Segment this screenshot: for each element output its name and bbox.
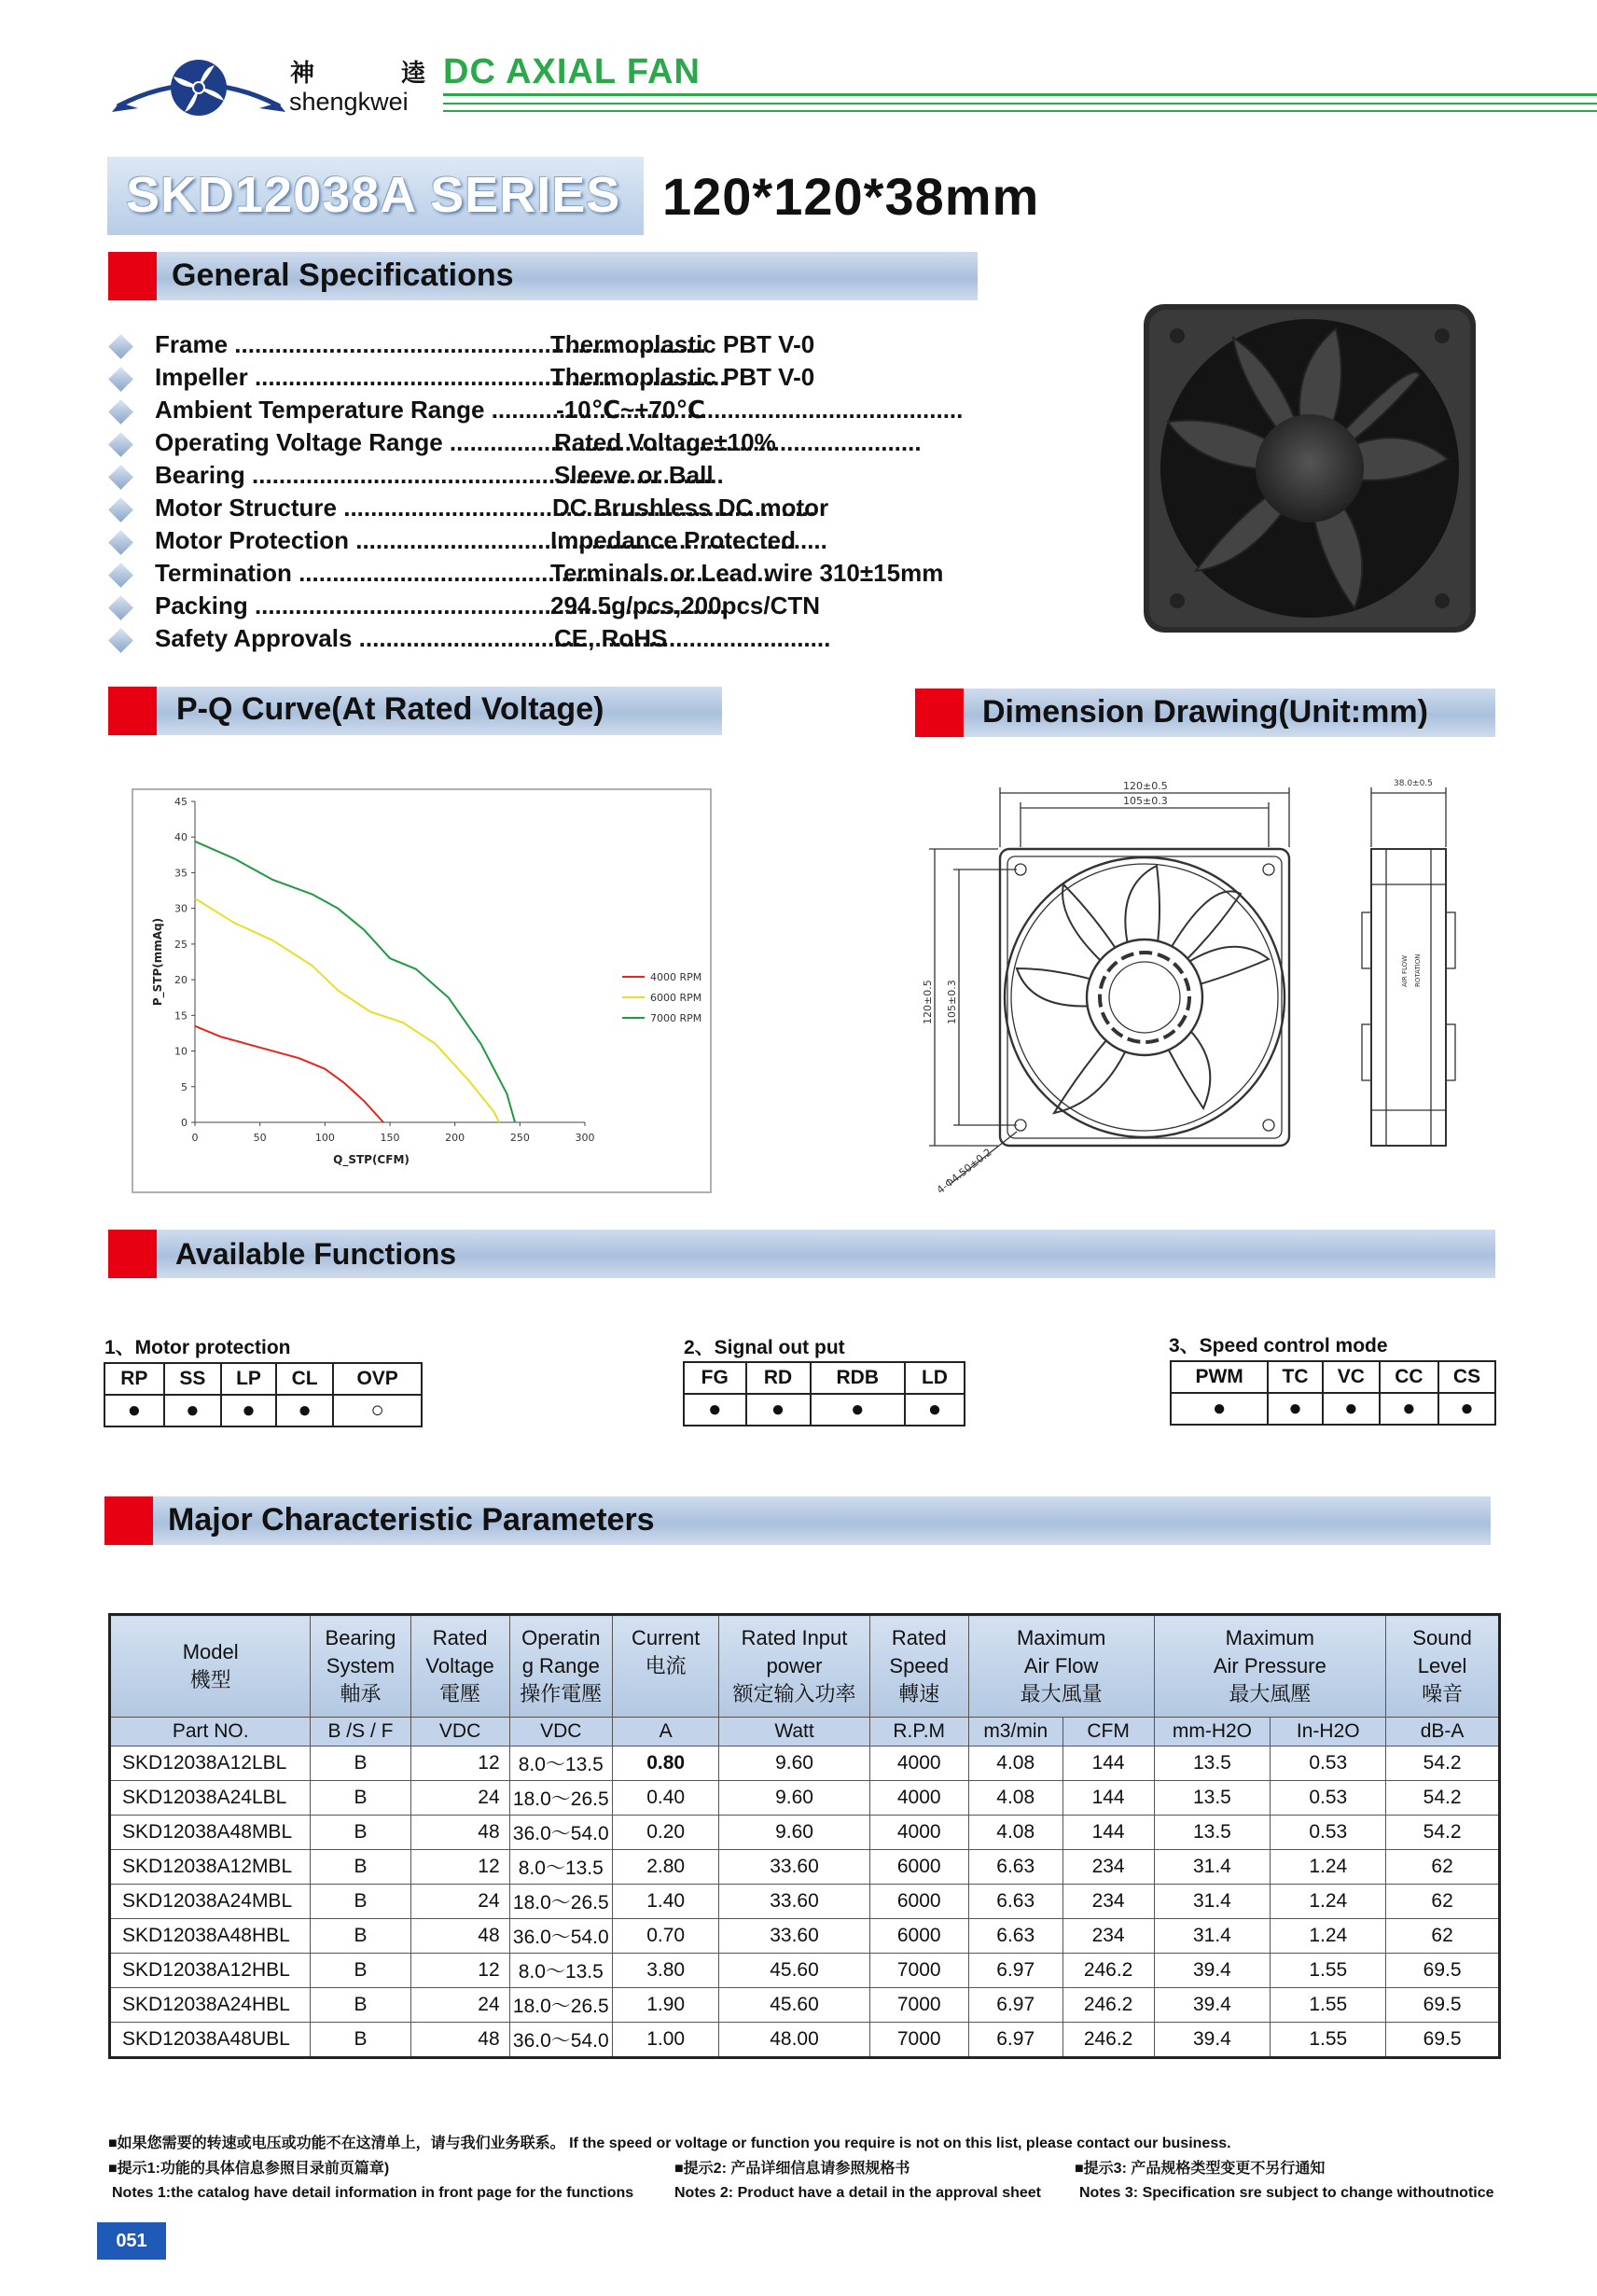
tip3-cn: ■提示3: 产品规格类型变更不另行通知 xyxy=(1075,2161,1326,2177)
unit-cell: Watt xyxy=(719,1718,869,1746)
table-cell: 13.5 xyxy=(1154,1816,1271,1850)
table-cell: B xyxy=(311,2023,410,2058)
table-cell: 33.60 xyxy=(719,1919,869,1954)
table-cell: B xyxy=(311,1988,410,2023)
legend-label: 7000 RPM xyxy=(650,1012,702,1024)
table-cell: 4000 xyxy=(869,1746,968,1781)
header-voltage: Rated Voltage 電壓 xyxy=(410,1615,509,1718)
table-cell: 39.4 xyxy=(1154,2023,1271,2058)
fan-size: 120*120*38mm xyxy=(662,167,1040,226)
table-cell: 31.4 xyxy=(1154,1885,1271,1919)
table-cell: 6.63 xyxy=(968,1885,1062,1919)
dim-hole-height: 105±0.3 xyxy=(946,980,958,1024)
table-cell: 45.60 xyxy=(719,1954,869,1988)
unit-cell: m3/min xyxy=(968,1718,1062,1746)
unit-cell: In-H2O xyxy=(1271,1718,1386,1746)
table-cell: 8.0～13.5 xyxy=(509,1850,612,1885)
dimension-drawing xyxy=(923,772,1502,1202)
table-header-row xyxy=(110,1615,1500,1718)
table-cell: 39.4 xyxy=(1154,1954,1271,1988)
table-cell: 0.53 xyxy=(1271,1781,1386,1816)
table-row xyxy=(110,1746,1500,1781)
fn-mark: ○ xyxy=(333,1395,422,1426)
table-cell: 12 xyxy=(410,1850,509,1885)
x-tick-label: 200 xyxy=(445,1132,465,1144)
table-cell: 54.2 xyxy=(1386,1816,1500,1850)
table-cell: 1.24 xyxy=(1271,1850,1386,1885)
unit-cell: mm-H2O xyxy=(1154,1718,1271,1746)
table-cell: 1.24 xyxy=(1271,1919,1386,1954)
spec-label: Bearing ..... xyxy=(155,461,640,490)
header-current: Current 电流 xyxy=(612,1615,718,1718)
params-title: Major Characteristic Parameters xyxy=(168,1502,655,1538)
table-cell: 6.97 xyxy=(968,1954,1062,1988)
bullet-icon xyxy=(108,465,133,490)
table-cell: 48 xyxy=(410,1816,509,1850)
table-cell: 1.24 xyxy=(1271,1885,1386,1919)
table-row xyxy=(110,1988,1500,2023)
table-cell: 62 xyxy=(1386,1885,1500,1919)
fn-header: RDB xyxy=(811,1362,905,1394)
table-cell: 12 xyxy=(410,1954,509,1988)
fn-header: CL xyxy=(276,1363,333,1395)
bullet-icon xyxy=(108,595,133,620)
header-model: Model 機型 xyxy=(110,1615,311,1718)
fn-mark: ● xyxy=(276,1395,333,1426)
x-tick-label: 100 xyxy=(314,1132,335,1144)
table-cell: 33.60 xyxy=(719,1850,869,1885)
table-cell: SKD12038A12MBL xyxy=(110,1850,311,1885)
table-cell: 69.5 xyxy=(1386,1988,1500,2023)
table-cell: 246.2 xyxy=(1062,1988,1154,2023)
functions-title: Available Functions xyxy=(175,1237,457,1271)
y-tick-label: 0 xyxy=(181,1117,187,1129)
table-cell: B xyxy=(311,1816,410,1850)
fn-mark: ● xyxy=(1323,1393,1380,1425)
tip3-en: Notes 3: Specification sre subject to change withoutnotice xyxy=(1079,2185,1494,2201)
y-tick-label: 20 xyxy=(174,974,187,987)
y-tick-label: 30 xyxy=(174,902,187,915)
header-rule xyxy=(443,103,1597,104)
speed-control-table xyxy=(1170,1360,1496,1426)
spec-value: 294.5g/pcs,200pcs/CTN xyxy=(550,591,821,619)
table-cell: 3.80 xyxy=(612,1954,718,1988)
y-tick-label: 10 xyxy=(174,1045,187,1058)
unit-cell: dB-A xyxy=(1386,1718,1500,1746)
signal-output-table xyxy=(683,1361,965,1426)
section-marker xyxy=(104,1496,153,1545)
series-line-3 xyxy=(195,842,515,1122)
bullet-icon xyxy=(108,334,133,359)
brand-logo xyxy=(110,54,287,121)
spec-value: Terminals or Lead wire 310±15mm xyxy=(550,559,944,587)
legend-label: 6000 RPM xyxy=(650,992,702,1004)
table-cell: 4.08 xyxy=(968,1746,1062,1781)
bullet-icon xyxy=(108,563,133,588)
fn-header: RP xyxy=(104,1363,164,1395)
header-pressure: Maximum Air Pressure 最大風壓 xyxy=(1154,1615,1386,1718)
fn-mark: ● xyxy=(221,1395,276,1426)
table-cell: 12 xyxy=(410,1746,509,1781)
table-cell: 6.97 xyxy=(968,1988,1062,2023)
x-tick-label: 150 xyxy=(380,1132,400,1144)
table-cell: 0.53 xyxy=(1271,1816,1386,1850)
table-cell: 4.08 xyxy=(968,1816,1062,1850)
spec-label: Motor Structure ..... xyxy=(155,494,640,522)
table-cell: 6000 xyxy=(869,1885,968,1919)
header-bearing: Bearing System 軸承 xyxy=(311,1615,410,1718)
table-cell: B xyxy=(311,1954,410,1988)
fn-header: VC xyxy=(1323,1361,1380,1393)
unit-cell: R.P.M xyxy=(869,1718,968,1746)
bullet-icon xyxy=(108,628,133,653)
table-cell: 36.0～54.0 xyxy=(509,1919,612,1954)
fn-mark: ● xyxy=(1380,1393,1438,1425)
fn-mark: ● xyxy=(1268,1393,1323,1425)
table-cell: 1.55 xyxy=(1271,2023,1386,2058)
table-cell: 24 xyxy=(410,1781,509,1816)
unit-cell: VDC xyxy=(509,1718,612,1746)
fn-header: TC xyxy=(1268,1361,1323,1393)
tip1-cn: ■提示1:功能的具体信息参照目录前页篇章) xyxy=(108,2161,390,2177)
fn-mark: ● xyxy=(684,1394,746,1426)
unit-cell: A xyxy=(612,1718,718,1746)
dim-hole-width: 105±0.3 xyxy=(1123,795,1168,807)
table-cell: 4.08 xyxy=(968,1781,1062,1816)
table-cell: SKD12038A24LBL xyxy=(110,1781,311,1816)
table-cell: 8.0～13.5 xyxy=(509,1746,612,1781)
x-tick-label: 50 xyxy=(253,1132,267,1144)
product-type: DC AXIAL FAN xyxy=(443,52,701,91)
fn-header: LP xyxy=(221,1363,276,1395)
bullet-icon xyxy=(108,530,133,555)
y-axis-label: P_STP(mmAq) xyxy=(151,917,164,1007)
table-cell: 234 xyxy=(1062,1850,1154,1885)
header-rule xyxy=(443,93,1597,96)
spec-label: Safety Approvals ..... xyxy=(155,624,640,653)
table-row xyxy=(110,1850,1500,1885)
header-power: Rated Input power 额定输入功率 xyxy=(719,1615,869,1718)
fn-header: FG xyxy=(684,1362,746,1394)
table-cell: 36.0～54.0 xyxy=(509,2023,612,2058)
parameters-table xyxy=(108,1613,1501,2059)
table-cell: 246.2 xyxy=(1062,2023,1154,2058)
table-cell: SKD12038A12HBL xyxy=(110,1954,311,1988)
series-line-2 xyxy=(195,898,499,1122)
table-cell: B xyxy=(311,1746,410,1781)
fn-mark: ● xyxy=(811,1394,905,1426)
table-cell: 0.80 xyxy=(612,1746,718,1781)
table-cell: B xyxy=(311,1850,410,1885)
table-cell: 48.00 xyxy=(719,2023,869,2058)
tip1-en: Notes 1:the catalog have detail information in front page for the functions xyxy=(112,2185,634,2201)
table-cell: 4000 xyxy=(869,1781,968,1816)
table-cell: 144 xyxy=(1062,1746,1154,1781)
dimension-title: Dimension Drawing(Unit:mm) xyxy=(982,694,1428,730)
dim-mount-holes: 4-Φ4.50±0.2 xyxy=(934,1146,994,1197)
fn-header: PWM xyxy=(1171,1361,1268,1393)
table-cell: 18.0～26.5 xyxy=(509,1988,612,2023)
motor-protection-caption: 1、Motor protection xyxy=(104,1337,291,1358)
table-cell: 6.63 xyxy=(968,1850,1062,1885)
y-tick-label: 15 xyxy=(174,1009,187,1023)
table-cell: B xyxy=(311,1781,410,1816)
table-cell: 9.60 xyxy=(719,1816,869,1850)
spec-label: Motor Protection ..... xyxy=(155,526,640,555)
header-rule xyxy=(443,110,1597,112)
brand-name-cn-1: 神 xyxy=(290,60,317,88)
table-cell: 39.4 xyxy=(1154,1988,1271,2023)
table-cell: 33.60 xyxy=(719,1885,869,1919)
table-cell: 1.55 xyxy=(1271,1954,1386,1988)
pq-chart xyxy=(133,790,710,1191)
table-cell: 7000 xyxy=(869,2023,968,2058)
unit-cell: CFM xyxy=(1062,1718,1154,1746)
table-cell: 18.0～26.5 xyxy=(509,1781,612,1816)
table-cell: 9.60 xyxy=(719,1781,869,1816)
table-cell: 6000 xyxy=(869,1919,968,1954)
bullet-icon xyxy=(108,399,133,424)
signal-output-caption: 2、Signal out put xyxy=(684,1337,845,1358)
brand-name-cn-2: 逵 xyxy=(401,60,428,88)
y-tick-label: 5 xyxy=(181,1080,187,1093)
x-tick-label: 250 xyxy=(509,1132,530,1144)
table-cell: 234 xyxy=(1062,1919,1154,1954)
spec-value: CE, RoHS xyxy=(554,624,668,652)
tip2-cn: ■提示2: 产品详细信息请参照规格书 xyxy=(674,2161,910,2177)
table-row xyxy=(110,1781,1500,1816)
table-row xyxy=(110,2023,1500,2058)
table-cell: 9.60 xyxy=(719,1746,869,1781)
table-cell: 36.0～54.0 xyxy=(509,1816,612,1850)
airflow-label: AIR FLOW xyxy=(1401,954,1409,987)
table-cell: 69.5 xyxy=(1386,2023,1500,2058)
speed-control-caption: 3、Speed control mode xyxy=(1169,1335,1388,1357)
table-cell: 0.70 xyxy=(612,1919,718,1954)
table-cell: 246.2 xyxy=(1062,1954,1154,1988)
table-cell: 144 xyxy=(1062,1816,1154,1850)
table-cell: 1.55 xyxy=(1271,1988,1386,2023)
section-marker xyxy=(108,252,157,300)
general-specs-title: General Specifications xyxy=(172,257,514,293)
table-cell: 24 xyxy=(410,1988,509,2023)
table-cell: SKD12038A24HBL xyxy=(110,1988,311,2023)
spec-value: -10℃~+70℃ xyxy=(556,396,705,424)
table-cell: 13.5 xyxy=(1154,1746,1271,1781)
table-cell: 234 xyxy=(1062,1885,1154,1919)
spec-value: Thermoplastic PBT V-0 xyxy=(550,330,815,358)
table-cell: 13.5 xyxy=(1154,1781,1271,1816)
bullet-icon xyxy=(108,497,133,522)
rotation-label: ROTATION xyxy=(1414,953,1422,987)
table-cell: 48 xyxy=(410,1919,509,1954)
table-row xyxy=(110,1919,1500,1954)
tip2-en: Notes 2: Product have a detail in the approval sheet xyxy=(674,2185,1041,2201)
table-cell: 54.2 xyxy=(1386,1781,1500,1816)
spec-label: Ambient Temperature Range ..... xyxy=(155,396,640,424)
spec-label: Impeller ..... xyxy=(155,363,640,392)
table-cell: SKD12038A48HBL xyxy=(110,1919,311,1954)
y-tick-label: 35 xyxy=(174,867,187,880)
section-marker xyxy=(108,1230,157,1278)
spec-label: Frame ..... xyxy=(155,330,640,359)
table-cell: 6000 xyxy=(869,1850,968,1885)
bullet-icon xyxy=(108,432,133,457)
table-cell: SKD12038A24MBL xyxy=(110,1885,311,1919)
page-number: 051 xyxy=(97,2222,166,2260)
table-cell: 24 xyxy=(410,1885,509,1919)
pq-curve-title: P-Q Curve(At Rated Voltage) xyxy=(176,691,604,727)
table-cell: 31.4 xyxy=(1154,1919,1271,1954)
table-cell: 1.00 xyxy=(612,2023,718,2058)
legend-label: 4000 RPM xyxy=(650,971,702,983)
table-cell: 45.60 xyxy=(719,1988,869,2023)
table-cell: 4000 xyxy=(869,1816,968,1850)
table-cell: 6.97 xyxy=(968,2023,1062,2058)
fn-header: OVP xyxy=(333,1363,422,1395)
fn-mark: ● xyxy=(1171,1393,1268,1425)
table-row xyxy=(110,1816,1500,1850)
table-row xyxy=(110,1954,1500,1988)
table-cell: 7000 xyxy=(869,1954,968,1988)
fn-header: CS xyxy=(1438,1361,1495,1393)
table-cell: 8.0～13.5 xyxy=(509,1954,612,1988)
spec-value: Impedance Protected xyxy=(550,526,796,554)
y-tick-label: 25 xyxy=(174,938,187,951)
table-cell: 6.63 xyxy=(968,1919,1062,1954)
fn-header: CC xyxy=(1380,1361,1438,1393)
spec-value: Sleeve or Ball xyxy=(554,461,714,489)
section-marker xyxy=(915,689,964,737)
spec-value: Thermoplastic PBT V-0 xyxy=(550,363,815,391)
table-cell: SKD12038A48UBL xyxy=(110,2023,311,2058)
y-tick-label: 45 xyxy=(174,796,187,808)
spec-label: Termination ..... xyxy=(155,559,640,588)
unit-cell: VDC xyxy=(410,1718,509,1746)
fn-mark: ● xyxy=(746,1394,811,1426)
fn-header: RD xyxy=(746,1362,811,1394)
header-airflow: Maximum Air Flow 最大風量 xyxy=(968,1615,1154,1718)
spec-value: DC Brushless DC motor xyxy=(552,494,829,522)
table-cell: 48 xyxy=(410,2023,509,2058)
fn-mark: ● xyxy=(1438,1393,1495,1425)
table-cell: 144 xyxy=(1062,1781,1154,1816)
fn-mark: ● xyxy=(164,1395,221,1426)
motor-protection-table xyxy=(104,1362,423,1427)
spec-label: Packing ..... xyxy=(155,591,640,620)
table-cell: 0.40 xyxy=(612,1781,718,1816)
table-cell: 1.90 xyxy=(612,1988,718,2023)
fn-mark: ● xyxy=(104,1395,164,1426)
table-cell: B xyxy=(311,1919,410,1954)
unit-cell: Part NO. xyxy=(110,1718,311,1746)
table-cell: 2.80 xyxy=(612,1850,718,1885)
dim-outer-width: 120±0.5 xyxy=(1123,780,1168,792)
header-sound: Sound Level 噪音 xyxy=(1386,1615,1500,1718)
table-cell: 7000 xyxy=(869,1988,968,2023)
section-marker xyxy=(108,687,157,735)
dim-outer-height: 120±0.5 xyxy=(922,980,934,1024)
table-cell: 0.20 xyxy=(612,1816,718,1850)
contact-note: ■如果您需要的转速或电压或功能不在这清单上，请与我们业务联系。 If the speed or voltage or function you require is not on this list, please contact our business. xyxy=(108,2136,1231,2151)
table-units-row xyxy=(110,1718,1500,1746)
table-row xyxy=(110,1885,1500,1919)
x-tick-label: 0 xyxy=(191,1132,199,1144)
table-cell: 18.0～26.5 xyxy=(509,1885,612,1919)
fn-mark: ● xyxy=(905,1394,965,1426)
x-tick-label: 300 xyxy=(575,1132,595,1144)
spec-label: Operating Voltage Range ..... xyxy=(155,428,640,457)
table-cell: 62 xyxy=(1386,1919,1500,1954)
table-cell: 31.4 xyxy=(1154,1850,1271,1885)
series-line-1 xyxy=(195,1026,383,1122)
fn-header: LD xyxy=(905,1362,965,1394)
table-cell: 1.40 xyxy=(612,1885,718,1919)
table-cell: 54.2 xyxy=(1386,1746,1500,1781)
table-cell: 62 xyxy=(1386,1850,1500,1885)
spec-value: Rated Voltage±10% xyxy=(554,428,776,456)
header-range: Operatin g Range 操作電壓 xyxy=(509,1615,612,1718)
bullet-icon xyxy=(108,367,133,392)
y-tick-label: 40 xyxy=(174,831,187,844)
dim-depth: 38.0±0.5 xyxy=(1394,779,1433,788)
series-title: SKD12038A SERIES xyxy=(126,167,621,223)
unit-cell: B /S / F xyxy=(311,1718,410,1746)
table-cell: SKD12038A48MBL xyxy=(110,1816,311,1850)
table-cell: 0.53 xyxy=(1271,1746,1386,1781)
fan-product-photo xyxy=(1140,300,1479,636)
fn-header: SS xyxy=(164,1363,221,1395)
table-cell: 69.5 xyxy=(1386,1954,1500,1988)
header-speed: Rated Speed 轉速 xyxy=(869,1615,968,1718)
table-cell: B xyxy=(311,1885,410,1919)
table-cell: SKD12038A12LBL xyxy=(110,1746,311,1781)
brand-name-en: shengkwei xyxy=(289,88,409,116)
pq-chart-frame xyxy=(132,788,712,1193)
x-axis-label: Q_STP(CFM) xyxy=(333,1153,410,1166)
